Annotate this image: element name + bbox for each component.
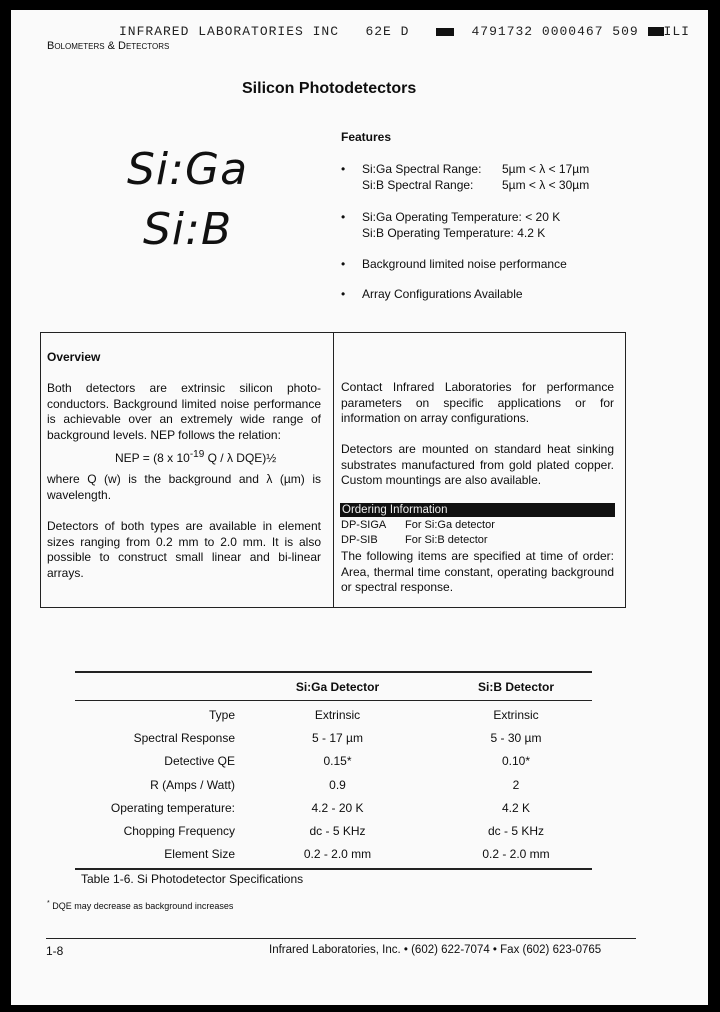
table-row bbox=[75, 750, 592, 773]
table-top-rule bbox=[75, 671, 592, 673]
feature-label: Si:Ga Spectral Range: bbox=[362, 162, 482, 176]
footer-rule bbox=[46, 938, 636, 939]
row-label: Type bbox=[208, 707, 235, 722]
overview-para-3: Detectors of both types are available in element sizes ranging from 0.2 mm to 2.0 mm. It is also possible to construct small linear and bi-linear arrays. bbox=[47, 519, 321, 580]
table-header-row bbox=[75, 674, 592, 700]
table-row bbox=[75, 703, 592, 726]
bullet-icon: • bbox=[341, 162, 346, 176]
feature-label: Si:B Operating Temperature: 4.2 K bbox=[362, 226, 546, 240]
contact-para-1: Contact Infrared Laboratories for performance parameters on specific applications or for information on array configurations. bbox=[341, 380, 614, 425]
cell: 0.2 - 2.0 mm bbox=[482, 847, 550, 862]
bullet-icon: • bbox=[341, 257, 346, 271]
eq-part: Q / λ DQE)½ bbox=[204, 451, 277, 465]
cell: 4.2 - 20 K bbox=[311, 800, 364, 815]
feature-item bbox=[341, 256, 567, 272]
feature-item bbox=[341, 161, 590, 193]
ordering-code: DP-SIGA bbox=[341, 519, 387, 531]
table-row bbox=[75, 819, 592, 842]
ordering-desc: For Si:B detector bbox=[405, 534, 488, 546]
feature-value: 5µm < λ < 17µm bbox=[502, 162, 590, 176]
bullet-icon: • bbox=[341, 210, 346, 224]
cell: Extrinsic bbox=[314, 707, 361, 722]
header-code4: ILI bbox=[663, 24, 690, 39]
footnote-mark: * bbox=[47, 900, 50, 907]
cell: 5 - 30 µm bbox=[490, 730, 542, 745]
cell: 2 bbox=[512, 777, 520, 792]
feature-label: Si:Ga Operating Temperature: < 20 K bbox=[362, 210, 561, 224]
cell: dc - 5 KHz bbox=[487, 824, 544, 839]
cell: Extrinsic bbox=[493, 707, 539, 722]
footnote bbox=[47, 900, 233, 911]
feature-label: Background limited noise performance bbox=[362, 257, 567, 271]
nep-equation bbox=[115, 449, 276, 465]
redaction-mark bbox=[436, 28, 454, 36]
cell: 0.10* bbox=[501, 754, 531, 769]
feature-value: 5µm < λ < 30µm bbox=[502, 178, 590, 192]
overview-para-1: Both detectors are extrinsic silicon photo-conductors. Background limited noise performance is achievable over an extremely wide range of background levels. NEP follows the relation: bbox=[47, 381, 321, 442]
row-label: Chopping Frequency bbox=[123, 824, 235, 839]
row-label: Element Size bbox=[164, 847, 235, 862]
cell: 0.15* bbox=[323, 754, 352, 769]
section-label: Bolometers & Detectors bbox=[47, 40, 170, 52]
scan-header bbox=[119, 24, 690, 39]
overview-heading: Overview bbox=[47, 350, 101, 364]
ordering-desc: For Si:Ga detector bbox=[405, 519, 495, 531]
page-title: Silicon Photodetectors bbox=[242, 80, 417, 97]
contact-para-2: Detectors are mounted on standard heat sinking substrates manufactured from gold plated copper. Custom mountings are also available. bbox=[341, 442, 614, 487]
contact-para-3: The following items are specified at time of order: Area, thermal time constant, operating background or spectral response. bbox=[341, 549, 614, 594]
table-row bbox=[75, 726, 592, 749]
table-caption: Table 1-6. Si Photodetector Specifications bbox=[81, 872, 304, 886]
header-code3: 4791732 0000467 509 bbox=[471, 24, 639, 39]
feature-label: Array Configurations Available bbox=[362, 287, 523, 301]
big-label-sib: Si:B bbox=[143, 204, 233, 255]
header-company-code: INFRARED LABORATORIES INC bbox=[119, 24, 340, 39]
footnote-text: DQE may decrease as background increases bbox=[52, 901, 234, 911]
header-code2: 62E D bbox=[365, 24, 410, 39]
row-label: Spectral Response bbox=[133, 730, 235, 745]
feature-item bbox=[341, 209, 561, 241]
page-number: 1-8 bbox=[46, 944, 64, 958]
ordering-heading: Ordering Information bbox=[340, 503, 615, 517]
ordering-row bbox=[341, 519, 495, 531]
eq-part: NEP = (8 x 10 bbox=[115, 451, 190, 465]
table-row bbox=[75, 796, 592, 819]
ordering-row bbox=[341, 534, 488, 546]
table-row bbox=[75, 773, 592, 796]
features-heading: Features bbox=[341, 130, 392, 144]
overview-para-2: where Q (w) is the background and λ (µm) is wavelength. bbox=[47, 472, 321, 502]
cell: 5 - 17 µm bbox=[312, 730, 363, 745]
spec-table bbox=[75, 674, 592, 866]
cell: 4.2 K bbox=[501, 800, 531, 815]
row-label: Detective QE bbox=[164, 754, 235, 769]
column-header: Si:Ga Detector bbox=[295, 680, 380, 694]
redaction-mark bbox=[648, 27, 664, 36]
cell: 0.2 - 2.0 mm bbox=[303, 847, 372, 862]
column-divider bbox=[333, 333, 334, 607]
column-header bbox=[75, 674, 235, 700]
eq-exponent: -19 bbox=[189, 449, 205, 460]
table-bottom-rule bbox=[75, 868, 592, 870]
footer-company: Infrared Laboratories, Inc. • (602) 622-7074 • Fax (602) 623-0765 bbox=[269, 944, 602, 956]
table-row bbox=[75, 843, 592, 866]
cell: 0.9 bbox=[329, 777, 346, 792]
bullet-icon: • bbox=[341, 287, 346, 301]
ordering-code: DP-SIB bbox=[341, 534, 378, 546]
feature-label: Si:B Spectral Range: bbox=[362, 178, 474, 192]
big-label-siga: Si:Ga bbox=[127, 144, 249, 195]
row-label: R (Amps / Watt) bbox=[150, 777, 235, 792]
column-header: Si:B Detector bbox=[477, 680, 554, 694]
feature-item bbox=[341, 286, 523, 302]
row-label: Operating temperature: bbox=[110, 800, 235, 815]
cell: dc - 5 KHz bbox=[309, 824, 366, 839]
